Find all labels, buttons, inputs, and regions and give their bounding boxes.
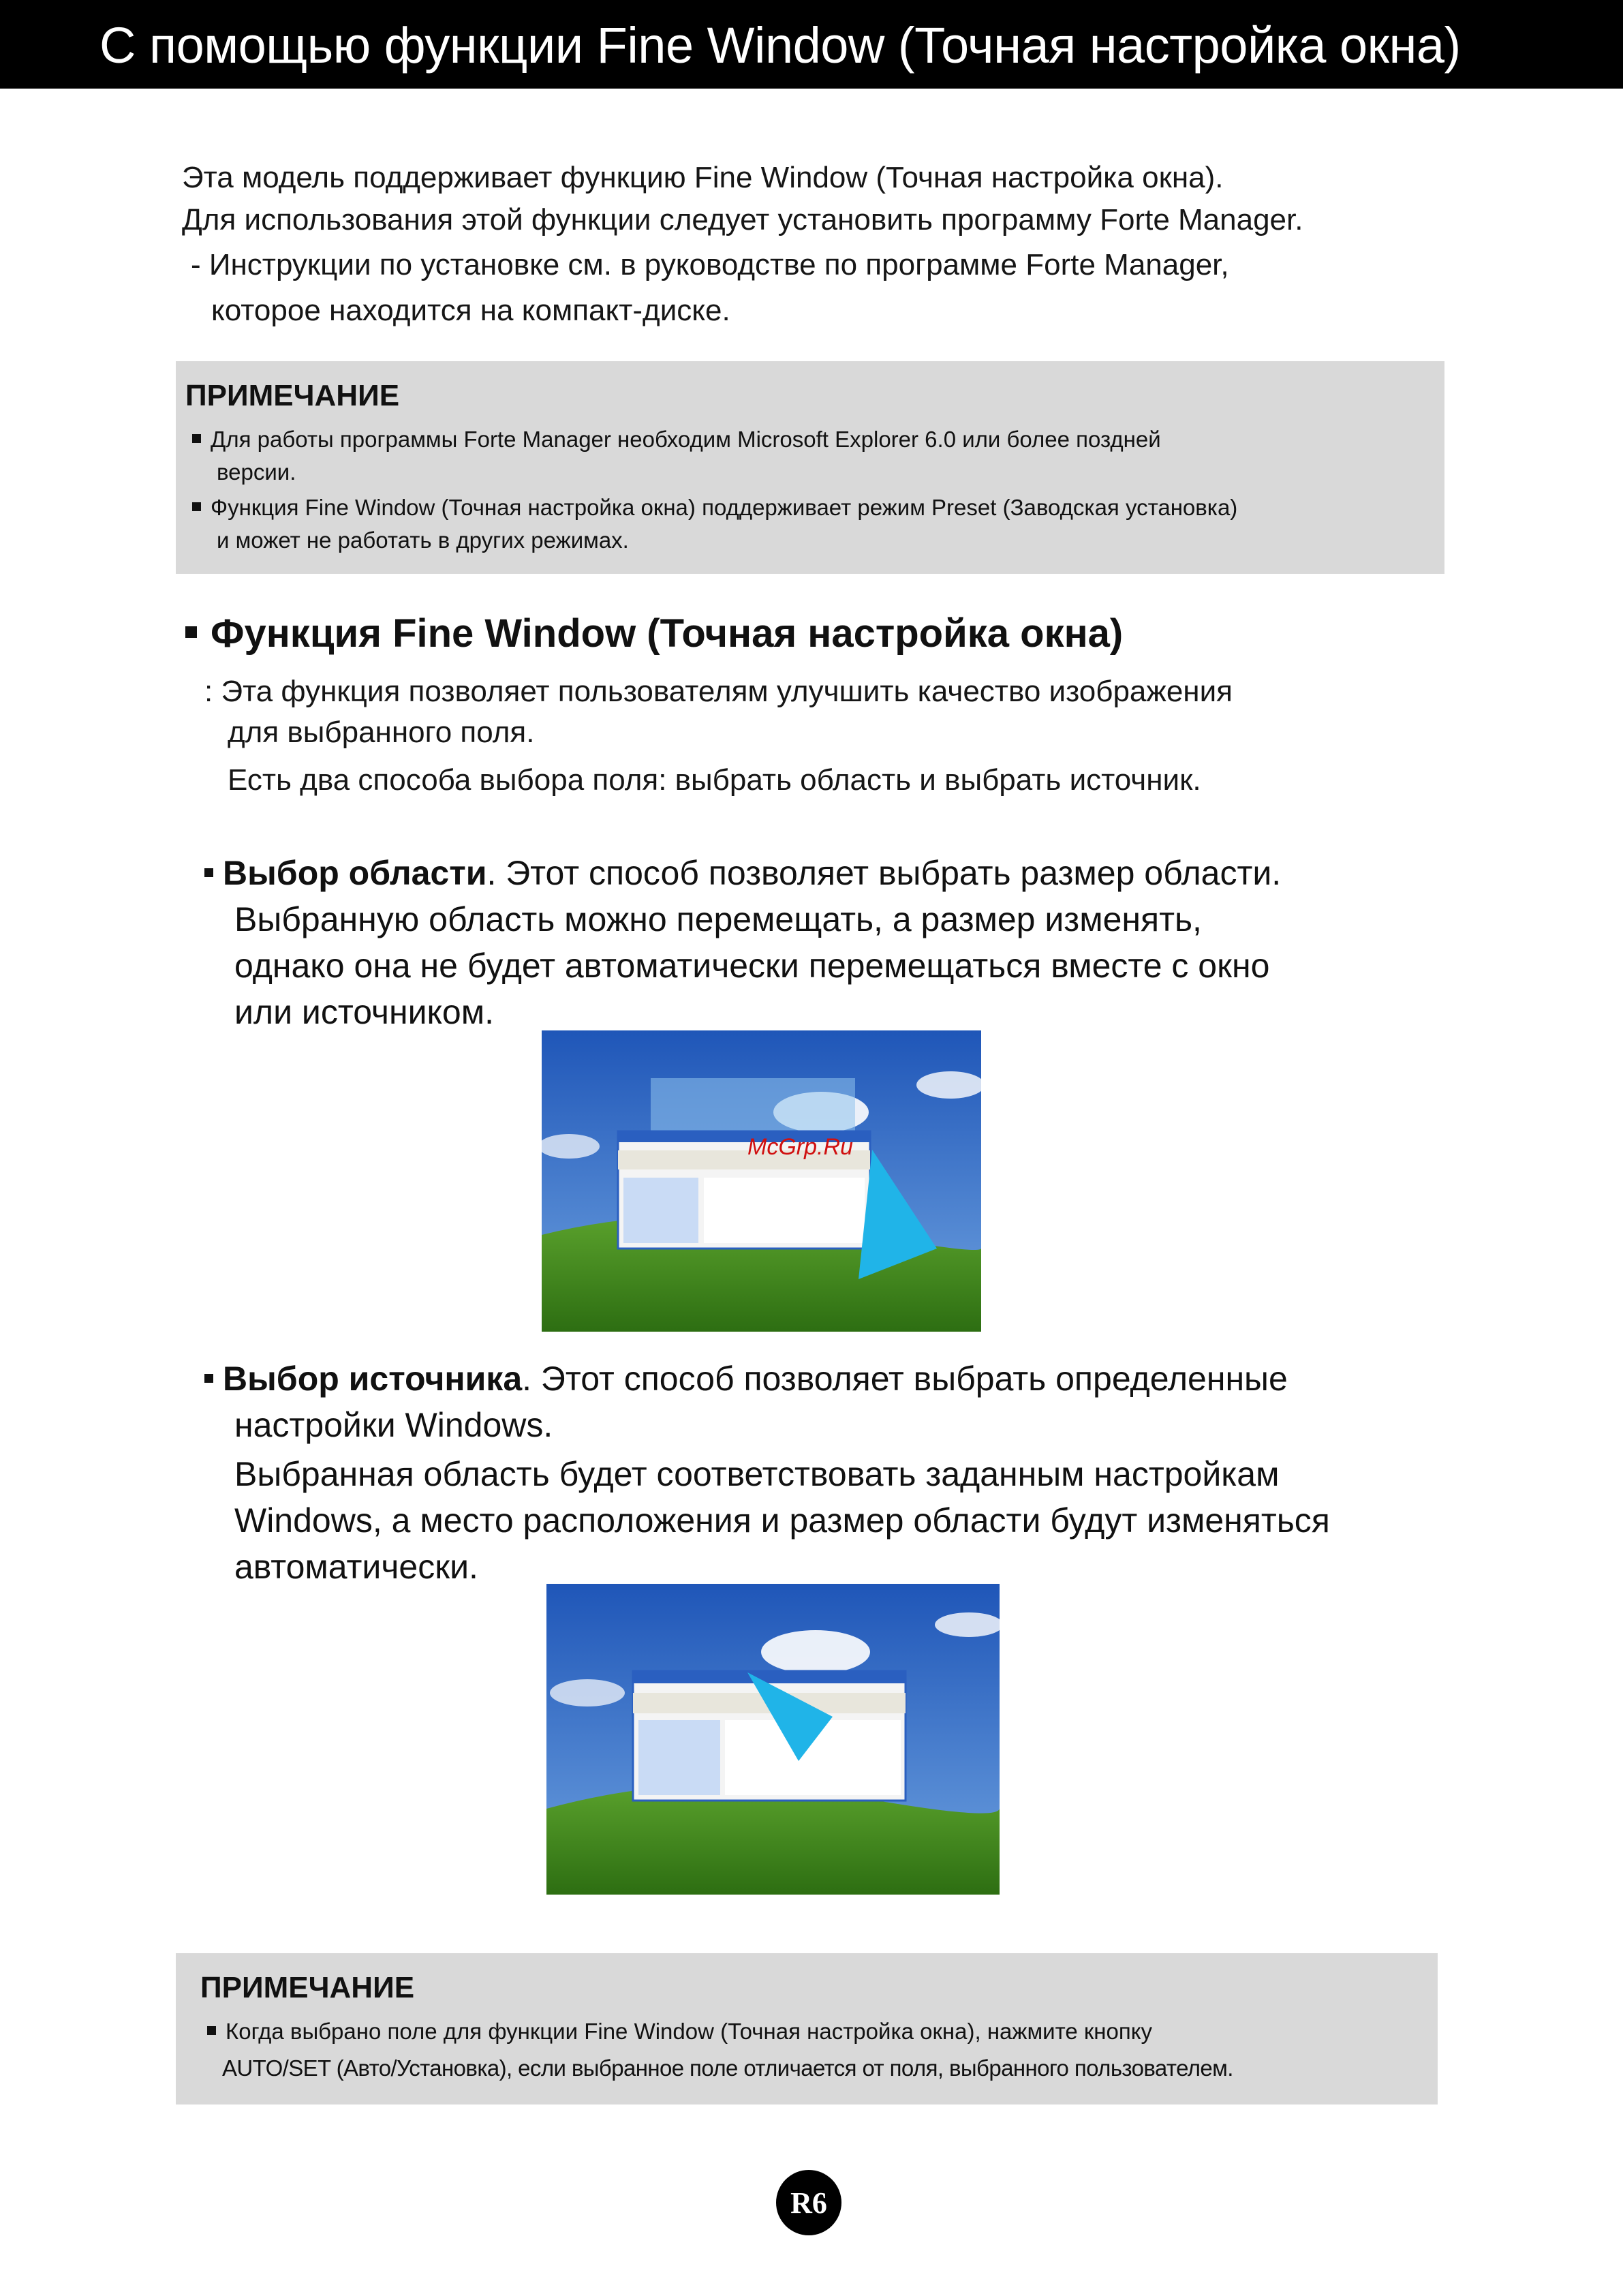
note-box-1 (176, 361, 1444, 574)
note-item-cont: версии. (217, 459, 296, 485)
source-line-4: Windows, а место расположения и размер области будут изменяться (234, 1501, 1330, 1540)
header-bar (0, 0, 1623, 89)
note-item: Функция Fine Window (Точная настройка окна) поддерживает режим Preset (Заводская установка) (192, 492, 1237, 523)
note-item: Для работы программы Forte Manager необходим Microsoft Explorer 6.0 или более поздней (192, 424, 1161, 455)
source-line-3: Выбранная область будет соответствовать заданным настройкам (234, 1455, 1280, 1493)
source-line-5: автоматически. (234, 1548, 478, 1586)
intro-line-3: - Инструкции по установке см. в руководстве по программе Forte Manager, (191, 248, 1229, 281)
area-line-3: однако она не будет автоматически перемещаться вместе с окно (234, 947, 1270, 985)
area-line-1: Выбор области. Этот способ позволяет выбрать размер области. (204, 851, 1281, 896)
intro-line-2: Для использования этой функции следует установить программу Forte Manager. (182, 203, 1303, 236)
note-title: ПРИМЕЧАНИЕ (200, 1971, 415, 2004)
bullet-icon (192, 434, 201, 443)
area-line-2: Выбранную область можно перемещать, а размер изменять, (234, 900, 1202, 938)
note-item-cont: AUTO/SET (Авто/Установка), если выбранное поле отличается от поля, выбранного пользователем. (222, 2055, 1233, 2081)
area-line-4: или источником. (234, 993, 495, 1031)
section-heading: Функция Fine Window (Точная настройка окна) (185, 611, 1123, 656)
note-item: Когда выбрано поле для функции Fine Window (Точная настройка окна), нажмите кнопку (207, 2016, 1152, 2047)
source-selection-screenshot (546, 1584, 1000, 1895)
bullet-icon (204, 1374, 213, 1383)
note-item-cont: и может не работать в других режимах. (217, 527, 629, 553)
bullet-icon (185, 626, 197, 638)
bullet-icon (192, 502, 201, 511)
section-desc-3: Есть два способа выбора поля: выбрать область и выбрать источник. (228, 763, 1201, 797)
area-selection-screenshot (542, 1030, 981, 1332)
intro-line-1: Эта модель поддерживает функцию Fine Window (Точная настройка окна). (182, 161, 1224, 194)
section-desc-1: : Эта функция позволяет пользователям улучшить качество изображения (204, 675, 1233, 708)
watermark: McGrp.Ru (747, 1134, 853, 1160)
note-title: ПРИМЕЧАНИЕ (185, 379, 400, 412)
note-box-2 (176, 1953, 1438, 2104)
page-number-badge: R6 (776, 2170, 841, 2235)
bullet-icon (207, 2026, 216, 2035)
bullet-icon (204, 868, 213, 877)
intro-line-4: которое находится на компакт-диске. (211, 294, 730, 327)
section-desc-2: для выбранного поля. (228, 716, 535, 749)
source-line-2: настройки Windows. (234, 1406, 553, 1444)
page-title: С помощью функции Fine Window (Точная настройка окна) (99, 17, 1461, 74)
source-line-1: Выбор источника. Этот способ позволяет выбрать определенные (204, 1356, 1288, 1401)
